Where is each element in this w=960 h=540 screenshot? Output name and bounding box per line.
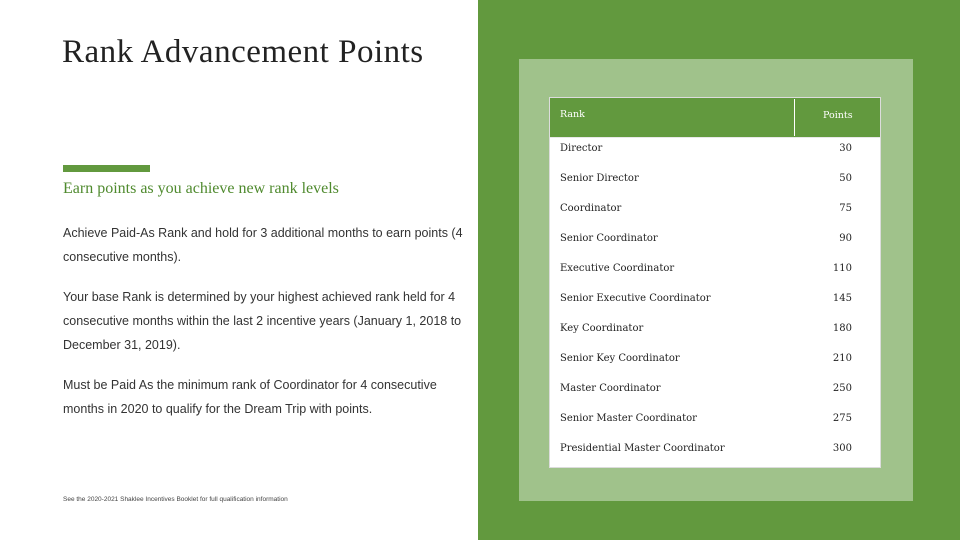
row-rank: Director (560, 143, 603, 154)
header-rank: Rank (560, 109, 585, 120)
table-row (550, 397, 880, 427)
row-rank: Executive Coordinator (560, 263, 675, 274)
table-row (550, 217, 880, 247)
row-points: 30 (839, 143, 852, 154)
row-points: 145 (832, 293, 852, 304)
row-points: 180 (832, 323, 852, 334)
paragraph-base-rank: Your base Rank is determined by your highest achieved rank held for 4 consecutive months within the last 2 incentive years (January 1, 2018 to December 31, 2019). (63, 290, 462, 352)
row-rank: Senior Master Coordinator (560, 413, 697, 424)
row-points: 90 (839, 233, 852, 244)
row-points: 110 (832, 263, 852, 274)
accent-bar (63, 165, 150, 172)
footnote: See the 2020-2021 Shaklee Incentives Booklet for full qualification information (63, 496, 288, 503)
row-points: 275 (832, 413, 852, 424)
row-rank: Coordinator (560, 203, 622, 214)
row-points: 250 (832, 383, 852, 394)
header-divider (794, 99, 795, 136)
row-rank: Senior Coordinator (560, 233, 658, 244)
row-rank: Master Coordinator (560, 383, 661, 394)
table-row (550, 437, 880, 467)
rank-points-table (549, 97, 881, 468)
slide-subtitle: Earn points as you achieve new rank levels (63, 180, 339, 197)
paragraph-dream-trip: Must be Paid As the minimum rank of Coordinator for 4 consecutive months in 2020 to qualify for the Dream Trip with points. (63, 378, 437, 416)
row-points: 50 (839, 173, 852, 184)
table-row (550, 277, 880, 307)
row-rank: Senior Director (560, 173, 639, 184)
slide-title: Rank Advancement Points (62, 34, 424, 70)
row-rank: Presidential Master Coordinator (560, 443, 725, 454)
table-header (550, 98, 880, 138)
table-row (550, 337, 880, 367)
row-points: 300 (832, 443, 852, 454)
header-points: Points (823, 110, 853, 121)
table-row (550, 157, 880, 187)
row-points: 210 (832, 353, 852, 364)
row-points: 75 (839, 203, 852, 214)
row-rank: Senior Executive Coordinator (560, 293, 711, 304)
row-rank: Key Coordinator (560, 323, 644, 334)
row-rank: Senior Key Coordinator (560, 353, 680, 364)
paragraph-paid-as-rank: Achieve Paid-As Rank and hold for 3 additional months to earn points (4 consecutive months). (63, 226, 463, 264)
